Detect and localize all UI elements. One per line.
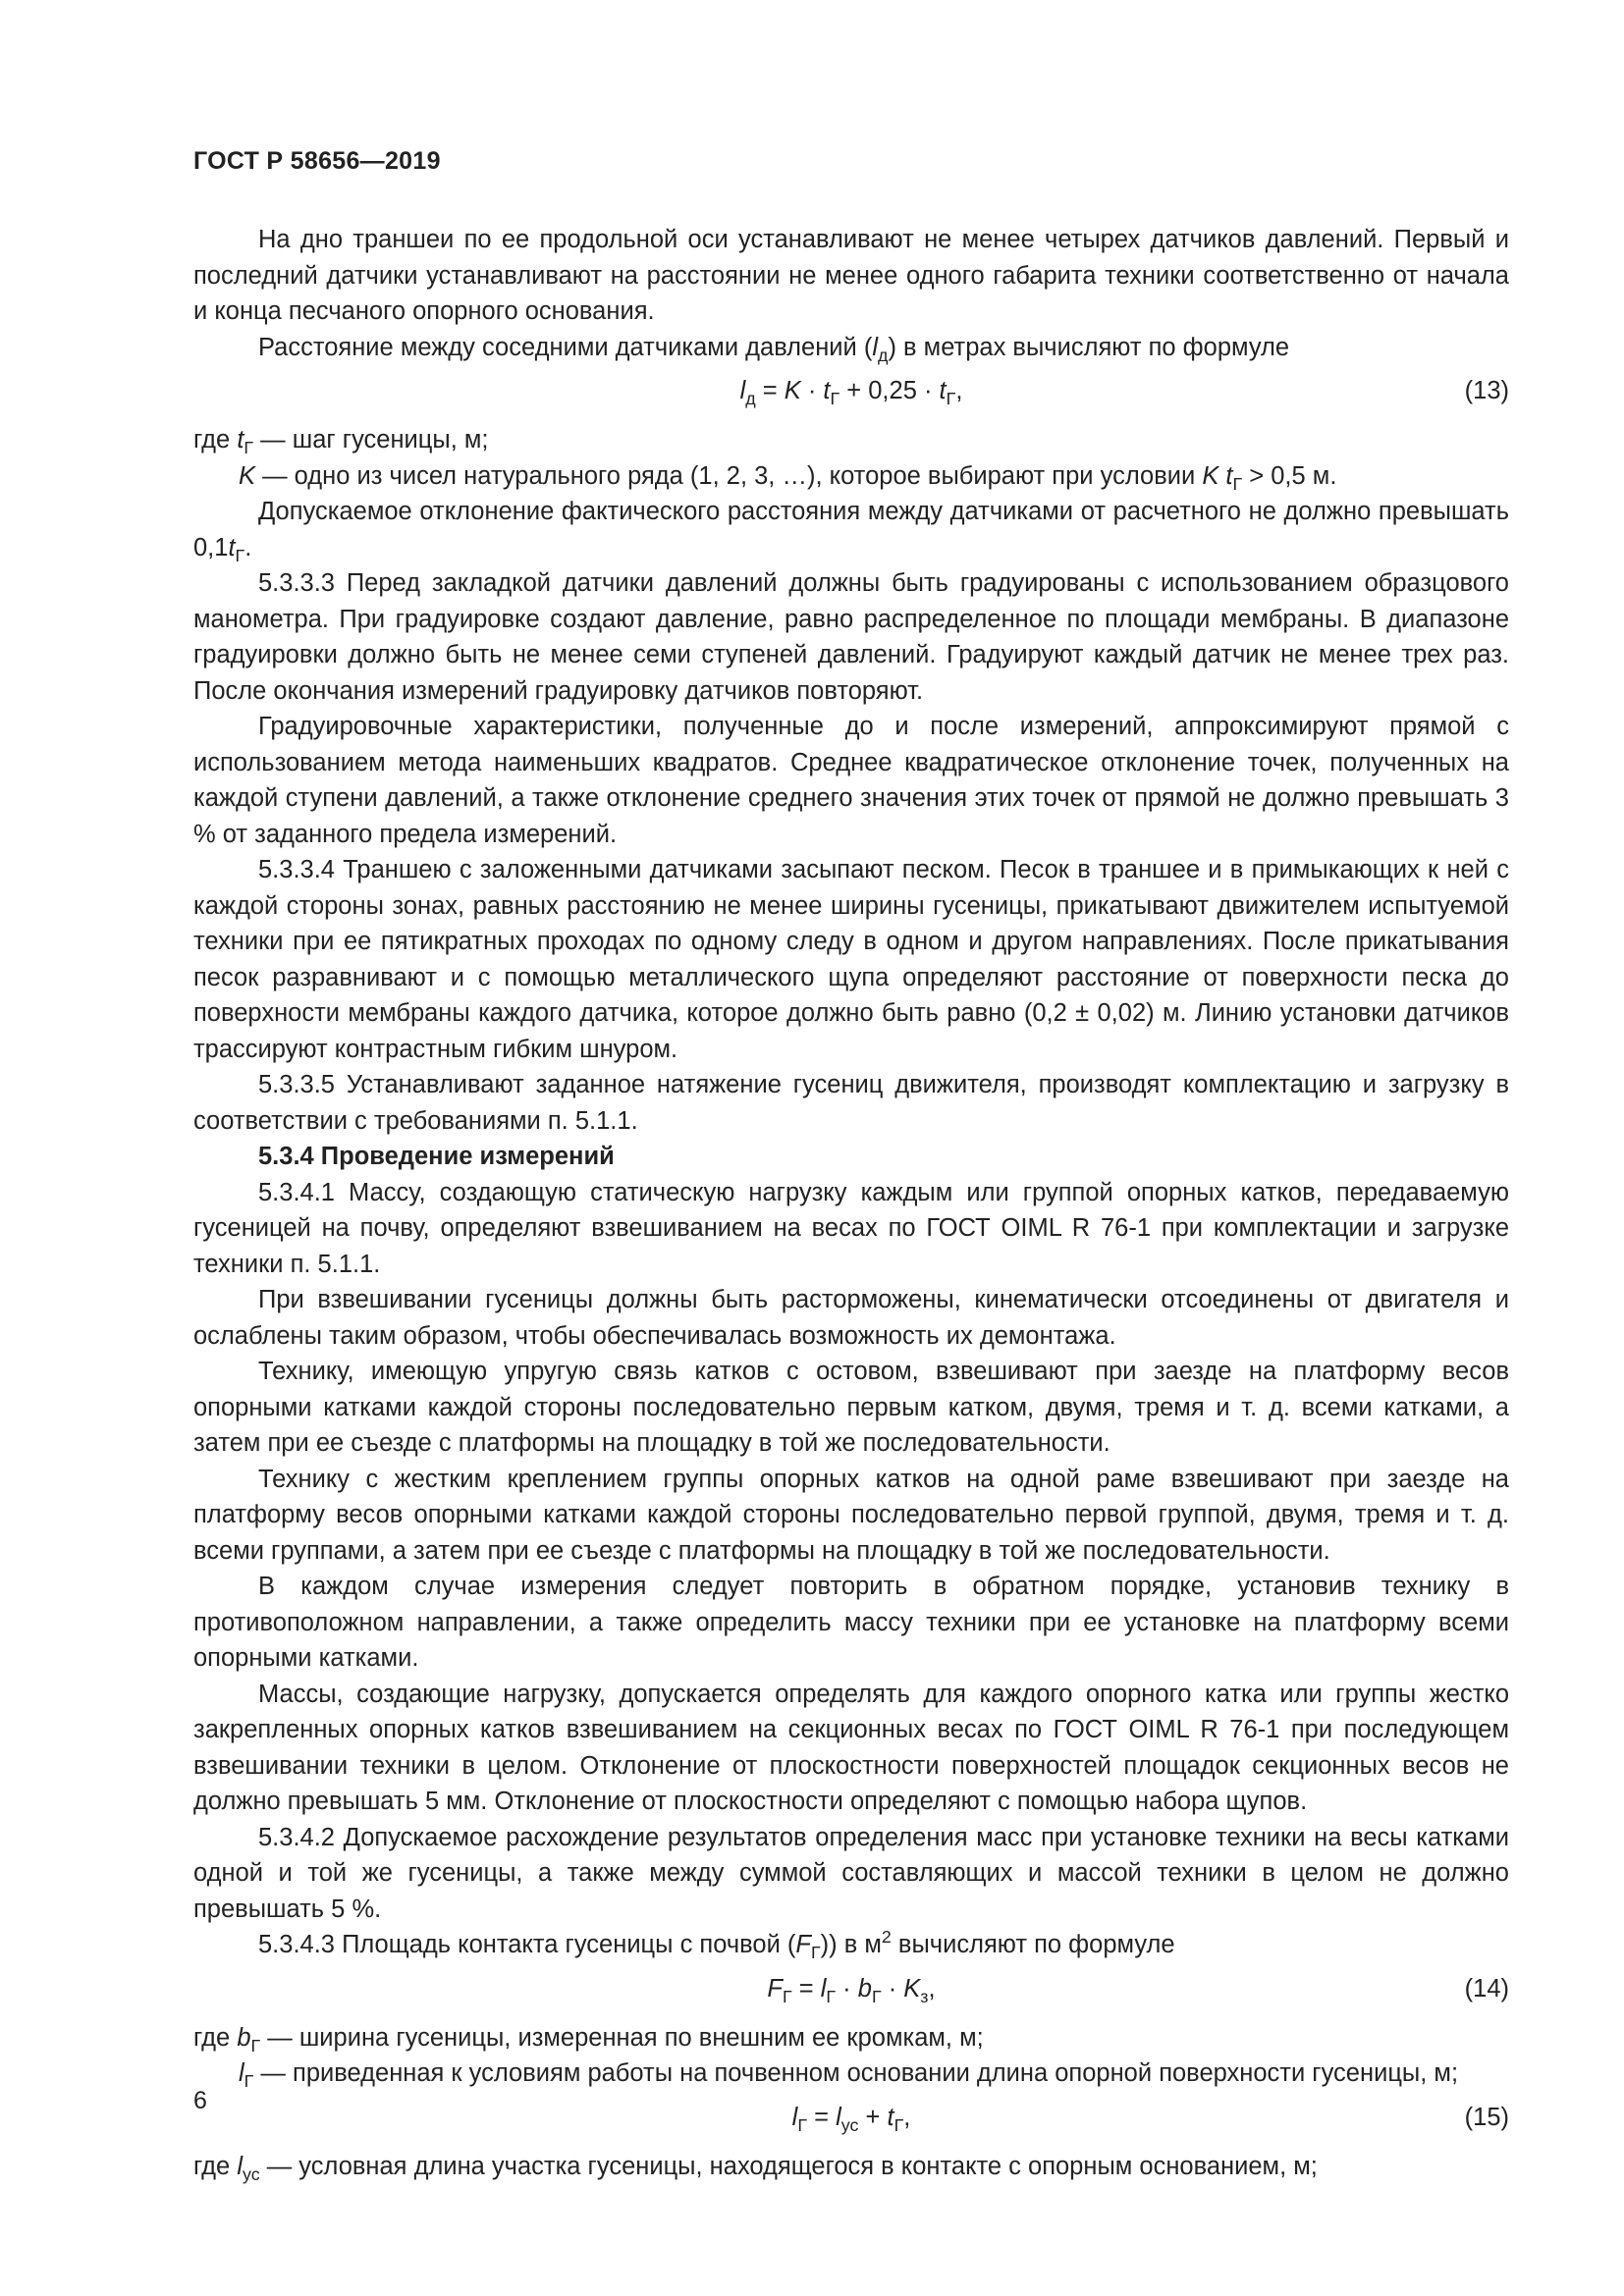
paragraph: Технику с жестким креплением группы опорных катков на одной раме взвешивают при заезде на платформу весов опорными катками каждой стороны последовательно первой группой, двумя, тремя и т. д. всеми группами, а затем при ее съезде с платформы на площадку в той же последовательности. bbox=[193, 1465, 1509, 1565]
document-body bbox=[193, 222, 1509, 2184]
paragraph: 5.3.3.4 Траншею с заложенными датчиками засыпают песком. Песок в траншее и в примыкающих к ней с каждой стороны зонах, равных расстоянию не менее ширины гусеницы, прикатывают движителем испытуемой техники при ее пятикратных проходах по одному следу в одном и другом направлениях. После прикатывания песок разравнивают и с помощью металлического щупа определяют расстояние от поверхности песка до поверхности мембраны каждого датчика, которое должно быть равно (0,2 ± 0,02) м. Линию установки датчиков трассируют контрастным гибким шнуром. bbox=[193, 856, 1509, 1063]
formula-number: (13) bbox=[1464, 377, 1509, 404]
paragraph: 5.3.3.5 Устанавливают заданное натяжение гусениц движителя, производят комплектацию и загрузку в соответствии с требованиями п. 5.1.1. bbox=[193, 1071, 1509, 1135]
formula-expression: $l_Г = l_{ус} + t_Г$, bbox=[791, 2103, 911, 2135]
paragraph: 5.3.4.3 Площадь контакта гусеницы с почвой $(F_Г)$) в $м^2$ вычисляют по формуле bbox=[258, 1927, 1175, 1962]
definition: $l_Г$ — приведенная к условиям работы на почвенном основании длина опорной поверхности гусеницы, м; bbox=[239, 2059, 1459, 2091]
page-number: 6 bbox=[193, 2087, 207, 2114]
paragraph: 5.3.4.1 Массу, создающую статическую нагрузку каждым или группой опорных катков, передаваемую гусеницей на почву, определяют взвешиванием на весах по ГОСТ OIML R 76-1 при комплектации и загрузке техники п. 5.1.1. bbox=[193, 1178, 1509, 1278]
definition: где $b_Г$ — ширина гусеницы, измеренная по внешним ее кромкам, м; bbox=[193, 2023, 984, 2056]
formula-expression: $l_д = K \cdot t_Г + 0,25 \cdot t_Г$, bbox=[739, 377, 963, 408]
definition: где $t_Г$ — шаг гусеницы, м; bbox=[193, 426, 489, 457]
paragraph: Градуировочные характеристики, полученные до и после измерений, аппроксимируют прямой с использованием метода наименьших квадратов. Среднее квадратическое отклонение точек, полученных на каждой ступени давлений, а также отклонение среднего значения этих точек от прямой не должно превышать 3 % от заданного предела измерений. bbox=[193, 713, 1509, 848]
paragraph: При взвешивании гусеницы должны быть расторможены, кинематически отсоединены от двигателя и ослаблены таким образом, чтобы обеспечивалась возможность их демонтажа. bbox=[193, 1286, 1509, 1350]
section-heading: 5.3.4 Проведение измерений bbox=[258, 1143, 615, 1170]
paragraph: Расстояние между соседними датчиками давлений $(l_д)$ в метрах вычисляют по формуле bbox=[258, 333, 1290, 365]
paragraph: 5.3.4.2 Допускаемое расхождение результатов определения масс при установке техники на весы катками одной и той же гусеницы, а также между суммой составляющих и массой техники в целом не должно превышать 5 %. bbox=[193, 1823, 1509, 1923]
paragraph: Допускаемое отклонение фактического расстояния между датчиками от расчетного не должно превышать $0,1t_Г$. bbox=[193, 498, 1509, 565]
definition: где $l_{ус}$ — условная длина участка гусеницы, находящегося в контакте с опорным основанием, м; bbox=[193, 2152, 1318, 2184]
formula-number: (15) bbox=[1464, 2103, 1509, 2131]
formula-13 bbox=[193, 371, 1509, 416]
formula-15 bbox=[193, 2098, 1509, 2143]
document-header: ГОСТ Р 58656—2019 bbox=[193, 147, 441, 175]
formula-14 bbox=[193, 1969, 1509, 2014]
paragraph: На дно траншеи по ее продольной оси устанавливают не менее четырех датчиков давлений. Первый и последний датчики устанавливают на расстоянии не менее одного габарита техники соответственно от начала и конца песчаного опорного основания. bbox=[193, 226, 1509, 325]
paragraph: 5.3.3.3 Перед закладкой датчики давлений должны быть градуированы с использованием образцового манометра. При градуировке создают давление, равно распределенное по площади мембраны. В диапазоне градуировки должно быть не менее семи ступеней давлений. Градуируют каждый датчик не менее трех раз. После окончания измерений градуировку датчиков повторяют. bbox=[193, 569, 1509, 705]
formula-number: (14) bbox=[1464, 1974, 1509, 2002]
paragraph: Массы, создающие нагрузку, допускается определять для каждого опорного катка или группы жестко закрепленных опорных катков взвешиванием на секционных весах по ГОСТ OIML R 76-1 при последующем взвешивании техники в целом. Отклонение от плоскостности поверхностей площадок секционных весов не должно превышать 5 мм. Отклонение от плоскостности определяют с помощью набора щупов. bbox=[193, 1680, 1509, 1815]
formula-expression: $F_Г = l_Г \cdot b_Г \cdot K_з$, bbox=[767, 1974, 936, 2006]
definition: K — одно из чисел натурального ряда (1, 2, 3, …), которое выбирают при условии K $t_Г > 0,5$ м. bbox=[239, 461, 1337, 494]
paragraph: Технику, имеющую упругую связь катков с остовом, взвешивают при заезде на платформу весов опорными катками каждой стороны последовательно первым катком, двумя, тремя и т. д. всеми катками, а затем при ее съезде с платформы на площадку в той же последовательности. bbox=[193, 1358, 1509, 1457]
paragraph: В каждом случае измерения следует повторить в обратном порядке, установив технику в противоположном направлении, а также определить массу техники при ее установке на платформу всеми опорными катками. bbox=[193, 1573, 1509, 1672]
